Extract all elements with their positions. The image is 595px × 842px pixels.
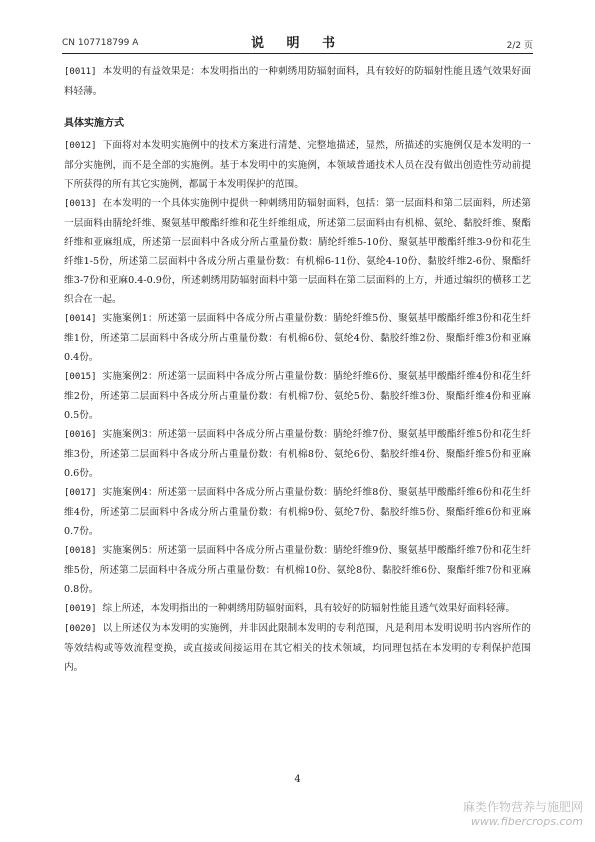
paragraph-0020 xyxy=(64,619,531,677)
site-watermark xyxy=(463,798,583,828)
paragraph-text: 实施案例2：所述第一层面料中各成分所占重量份数：腈纶纤维6份、聚氨基甲酸酯纤维4份和花生纤维2份，所述第二层面料中各成分所占重量份数：有机棉7份、氨纶5份、黏胶纤维3份、聚酯纤维4份和亚麻0.5份。 xyxy=(64,371,531,421)
paragraph-number: [0020] xyxy=(64,624,97,634)
watermark-site-name: 麻类作物营养与施肥网 xyxy=(462,800,583,814)
paragraph-0013 xyxy=(64,194,531,309)
paragraph-number: [0012] xyxy=(64,141,97,151)
paragraph-text: 本发明的有益效果是：本发明指出的一种刺绣用防辐射面料，具有较好的防辐射性能且透气效果好面料轻薄。 xyxy=(64,66,531,97)
section-heading: 具体实施方式 xyxy=(64,118,124,129)
paragraph-0011 xyxy=(64,62,531,101)
paragraph-0015 xyxy=(64,367,531,425)
paragraph-text: 下面将对本发明实施例中的技术方案进行清楚、完整地描述，显然，所描述的实施例仅是本发明的一部分实施例，而不是全部的实施例。基于本发明中的实施例，本领域普通技术人员在没有做出创造性劳动前提下所获得的所有其它实施例，都属于本发明保护的范围。 xyxy=(64,140,531,190)
document-body xyxy=(64,62,531,677)
paragraph-0012 xyxy=(64,136,531,194)
paragraph-number: [0011] xyxy=(64,67,97,77)
paragraph-0017 xyxy=(64,483,531,541)
paragraph-text: 以上所述仅为本发明的实施例，并非因此限制本发明的专利范围，凡是利用本发明说明书内容所作的等效结构或等效流程变换，或直接或间接运用在其它相关的技术领域，均同理包括在本发明的专利保护范围内。 xyxy=(64,623,531,673)
paragraph-text: 实施案例4：所述第一层面料中各成分所占重量份数：腈纶纤维8份、聚氨基甲酸酯纤维6份和花生纤维4份，所述第二层面料中各成分所占重量份数：有机棉9份、氨纶7份、黏胶纤维5份、聚酯纤维6份和亚麻0.7份。 xyxy=(64,487,531,537)
paragraph-text: 实施案例3：所述第一层面料中各成分所占重量份数：腈纶纤维7份、聚氨基甲酸酯纤维5份和花生纤维3份，所述第二层面料中各成分所占重量份数：有机棉8份、氨纶6份、黏胶纤维4份、聚酯纤维5份和亚麻0.6份。 xyxy=(64,429,531,479)
paragraph-text: 实施案例1：所述第一层面料中各成分所占重量份数：腈纶纤维5份、聚氨基甲酸酯纤维3份和花生纤维1份，所述第二层面料中各成分所占重量份数：有机棉6份、氨纶4份、黏胶纤维2份、聚酯纤维3份和亚麻0.4份。 xyxy=(64,313,531,363)
paragraph-text: 在本发明的一个具体实施例中提供一种刺绣用防辐射面料，包括：第一层面料和第二层面料，所述第一层面料由腈纶纤维、聚氨基甲酸酯纤维和花生纤维组成，所述第二层面料由有机棉、氨纶、黏胶纤维、聚酯纤维和亚麻组成，所述第一层面料中各成分所占重量份数：腈纶纤维5-10份、聚氨基甲酸酯纤维3-9份和花生纤维1-5份，所述第二层面料中各成分所占重量份数：有机棉6-11份、氨纶4-10份、黏胶纤维2-6份、聚酯纤维3-7份和亚麻0.4-0.9份，所述刺绣用防辐射面料中第一层面料在第二层面料的上方，并通过编织的横移工艺织合在一起。 xyxy=(64,198,531,305)
paragraph-number: [0013] xyxy=(64,199,97,209)
page-count: 2/2 页 xyxy=(506,41,533,51)
paragraph-number: [0014] xyxy=(64,314,97,324)
watermark-url: www.fibercrops.com xyxy=(470,815,583,828)
page-header xyxy=(62,32,533,54)
header-rule xyxy=(62,53,533,54)
document-title: 说 明 书 xyxy=(250,36,345,51)
publication-number: CN 107718799 A xyxy=(62,38,139,48)
paragraph-0014 xyxy=(64,309,531,367)
paragraph-number: [0017] xyxy=(64,488,97,498)
paragraph-0016 xyxy=(64,425,531,483)
paragraph-text: 实施案例5：所述第一层面料中各成分所占重量份数：腈纶纤维9份、聚氨基甲酸酯纤维7份和花生纤维5份，所述第二层面料中各成分所占重量份数：有机棉10份、氨纶8份、黏胶纤维6份、聚酯纤维7份和亚麻0.8份。 xyxy=(64,545,531,595)
paragraph-0018 xyxy=(64,541,531,599)
page-number: 4 xyxy=(294,774,301,785)
paragraph-number: [0015] xyxy=(64,372,97,382)
paragraph-number: [0018] xyxy=(64,546,97,556)
paragraph-number: [0016] xyxy=(64,430,97,440)
paragraph-text: 综上所述，本发明指出的一种刺绣用防辐射面料，具有较好的防辐射性能且透气效果好面料轻薄。 xyxy=(102,603,516,614)
paragraph-0019 xyxy=(64,599,531,619)
paragraph-number: [0019] xyxy=(64,604,97,614)
